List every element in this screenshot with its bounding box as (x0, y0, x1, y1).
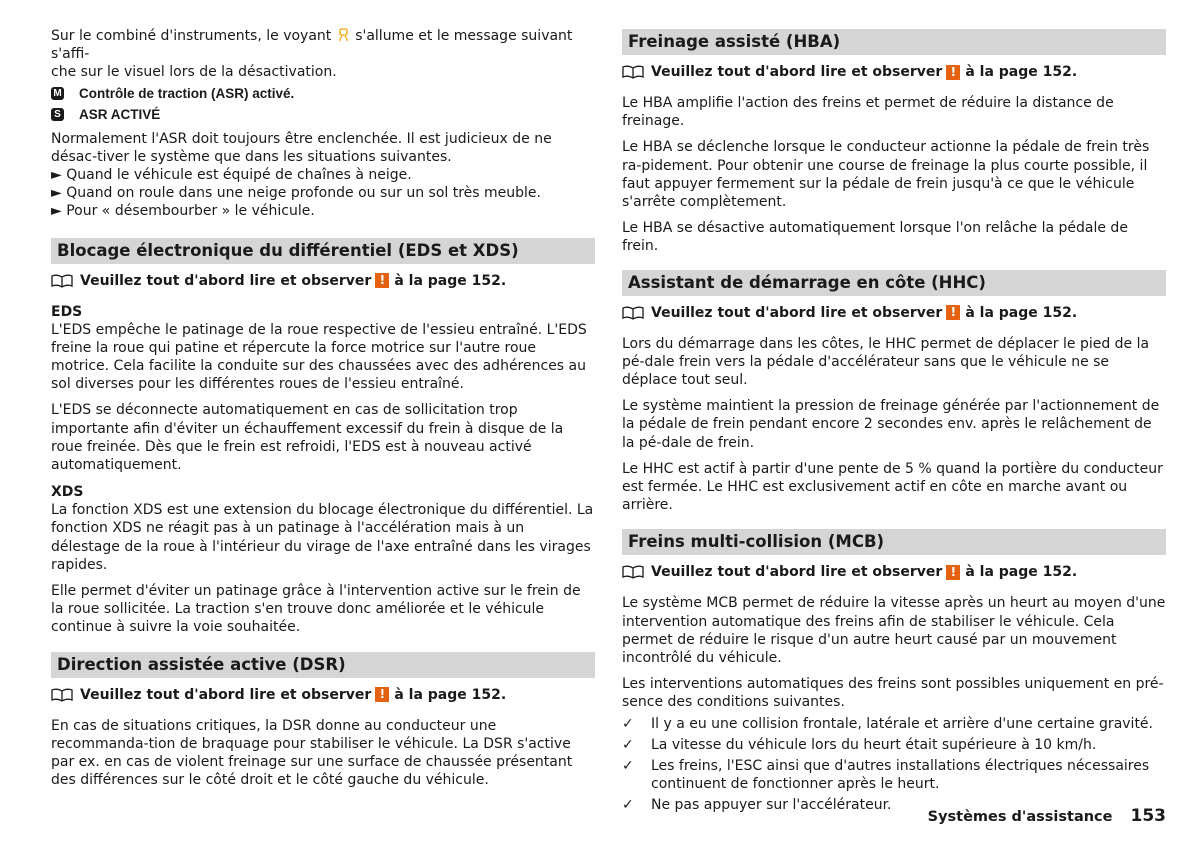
open-book-icon (622, 565, 644, 579)
xds-paragraph: Elle permet d'éviter un patinage grâce à l'intervention active sur le frein de la roue sollicitée. La traction s'en trouve donc améliorée et le véhicule continue à suivre la voie souhaitée. (51, 583, 581, 636)
list-item: ✓ La vitesse du véhicule lors du heurt était supérieure à 10 km/h. (622, 736, 1097, 753)
right-column (622, 0, 1166, 815)
hhc-paragraph: Le HHC est actif à partir d'une pente de 5 % quand la portière du conducteur est fermée. Le HHC est exclusivement actif en côte en marche avant ou arrière. (622, 460, 1163, 514)
open-book-icon (51, 274, 73, 288)
page-reference-link[interactable]: à la page 152. (965, 64, 1078, 80)
section-heading-hhc: Assistant de démarrage en côte (HHC) (622, 270, 1166, 296)
read-first-note: Veuillez tout d'abord lire et observer ! à la page 152. (51, 272, 595, 290)
eds-paragraph: L'EDS se déconnecte automatiquement en cas de sollicitation trop importante afin d'éviter un échauffement excessif du frein à disque de la roue freinée. Dès que le frein est refroidi, l'EDS est à nouveau activé automatiquement. (51, 402, 564, 474)
list-item: ► Pour « désembourber » le véhicule. (51, 203, 315, 220)
page-reference-link[interactable]: à la page 152. (394, 272, 507, 289)
list-item: ► Quand le véhicule est équipé de chaînes à neige. (51, 167, 412, 184)
footer-chapter-title: Systèmes d'assistance (927, 809, 1113, 825)
page-number: 153 (1130, 806, 1166, 826)
asr-paragraph: Normalement l'ASR doit toujours être enclenchée. Il est judicieux de ne désac-tiver le système que dans les situations suivantes. (51, 130, 552, 165)
page-footer (928, 806, 1166, 826)
subheading-xds: XDS (51, 484, 84, 501)
open-book-icon (622, 306, 644, 320)
dsr-paragraph: En cas de situations critiques, la DSR donne au conducteur une recommanda-tion de braquage pour stabiliser le véhicule. La DSR s'active par ex. en cas de violent freinage sur une surface de chaussée présentant des différences sur le côté droit et le côté gauche du véhicule. (51, 717, 573, 789)
traction-lamp-icon (338, 28, 349, 42)
read-first-note: Veuillez tout d'abord lire et observer ! à la page 152. (622, 563, 1166, 581)
hba-paragraph: Le HBA se désactive automatiquement lorsque l'on relâche la pédale de frein. (622, 220, 1128, 255)
read-first-note: Veuillez tout d'abord lire et observer ! à la page 152. (51, 686, 595, 704)
page-reference-link[interactable]: à la page 152. (394, 686, 507, 703)
warning-exclamation-icon: ! (946, 65, 960, 80)
mcb-paragraph: Les interventions automatiques des freins sont possibles uniquement en pré-sence des conditions suivantes. (622, 676, 1164, 711)
warning-exclamation-icon: ! (375, 273, 389, 288)
list-item: ✓ Les freins, l'ESC ainsi que d'autres installations électriques nécessaires continuent de fonctionner après le heurt. (622, 758, 1150, 793)
section-heading-dsr: Direction assistée active (DSR) (51, 652, 595, 678)
mcb-paragraph: Le système MCB permet de réduire la vitesse après un heurt au moyen d'une intervention automatique des freins afin de stabiliser le véhicule. Cela permet de réduire le risque d'un autre heurt causé par un mouvement incontrôlé du véhicule. (622, 595, 1166, 667)
display-s-icon: S (51, 108, 64, 121)
section-heading-hba: Freinage assisté (HBA) (622, 29, 1166, 55)
read-first-note: Veuillez tout d'abord lire et observer ! à la page 152. (622, 63, 1166, 81)
warning-exclamation-icon: ! (946, 305, 960, 320)
display-messages (51, 83, 595, 125)
page-reference-link[interactable]: à la page 152. (965, 304, 1078, 321)
open-book-icon (622, 65, 644, 79)
eds-paragraph: L'EDS empêche le patinage de la roue respective de l'essieu entraîné. L'EDS freine la roue qui patine et répercute la force motrice sur l'autre roue motrice. Cela facilite la conduite sur des chaussées avec des adhérences au sol diverses pour les différentes roues de l'essieu entraîné. (51, 321, 587, 393)
section-heading-mcb: Freins multi-collision (MCB) (622, 529, 1166, 555)
read-first-note: Veuillez tout d'abord lire et observer ! à la page 152. (622, 304, 1166, 322)
xds-paragraph: La fonction XDS est une extension du blocage électronique du différentiel. La fonction XDS ne réagit pas à un patinage à l'accélération mais à un délestage de la roue à l'intérieur du virage de l'axe entraîné dans les virages rapides. (51, 502, 594, 573)
display-message: S ASR ACTIVÉ (51, 104, 595, 125)
check-mark-icon: ✓ (622, 797, 634, 814)
warning-exclamation-icon: ! (375, 687, 389, 702)
warning-exclamation-icon: ! (946, 565, 960, 580)
check-mark-icon: ✓ (622, 715, 634, 732)
hba-paragraph: Le HBA se déclenche lorsque le conducteur actionne la pédale de frein très ra-pidement. Pour obtenir une course de freinage la plus courte possible, il faut appuyer fermement sur la pédale de frein jusqu'à ce que le véhicule s'arrête complètement. (622, 139, 1150, 211)
bullet-list (51, 166, 595, 221)
page-reference-link[interactable]: à la page 152. (965, 564, 1078, 581)
list-item: ✓ Il y a eu une collision frontale, latérale et arrière d'une certaine gravité. (622, 715, 1153, 732)
hhc-paragraph: Le système maintient la pression de freinage générée par l'actionnement de la pédale de frein pendant encore 2 secondes env. après le relâchement de la pé-dale de frein. (622, 398, 1160, 451)
list-item: ✓ Ne pas appuyer sur l'accélérateur. (622, 797, 892, 814)
check-mark-icon: ✓ (622, 758, 634, 775)
open-book-icon (51, 688, 73, 702)
display-message: M Contrôle de traction (ASR) activé. (51, 83, 595, 104)
check-list (622, 715, 1166, 815)
section-heading-eds: Blocage électronique du différentiel (EDS et XDS) (51, 238, 595, 264)
display-m-icon: M (51, 87, 64, 100)
left-column (51, 0, 595, 789)
list-item: ► Quand on roule dans une neige profonde ou sur un sol très meuble. (51, 185, 541, 202)
hba-paragraph: Le HBA amplifie l'action des freins et permet de réduire la distance de freinage. (622, 95, 1114, 130)
hhc-paragraph: Lors du démarrage dans les côtes, le HHC permet de déplacer le pied de la pé-dale frein vers la pédale d'accélérateur sans que le véhicule ne se déplace tout seul. (622, 335, 1150, 389)
intro-paragraph: Sur le combiné d'instruments, le voyant s'allume et le message suivant s'affi- che sur le visuel lors de la désactivation. (51, 28, 573, 81)
subheading-eds: EDS (51, 303, 83, 320)
check-mark-icon: ✓ (622, 736, 634, 753)
